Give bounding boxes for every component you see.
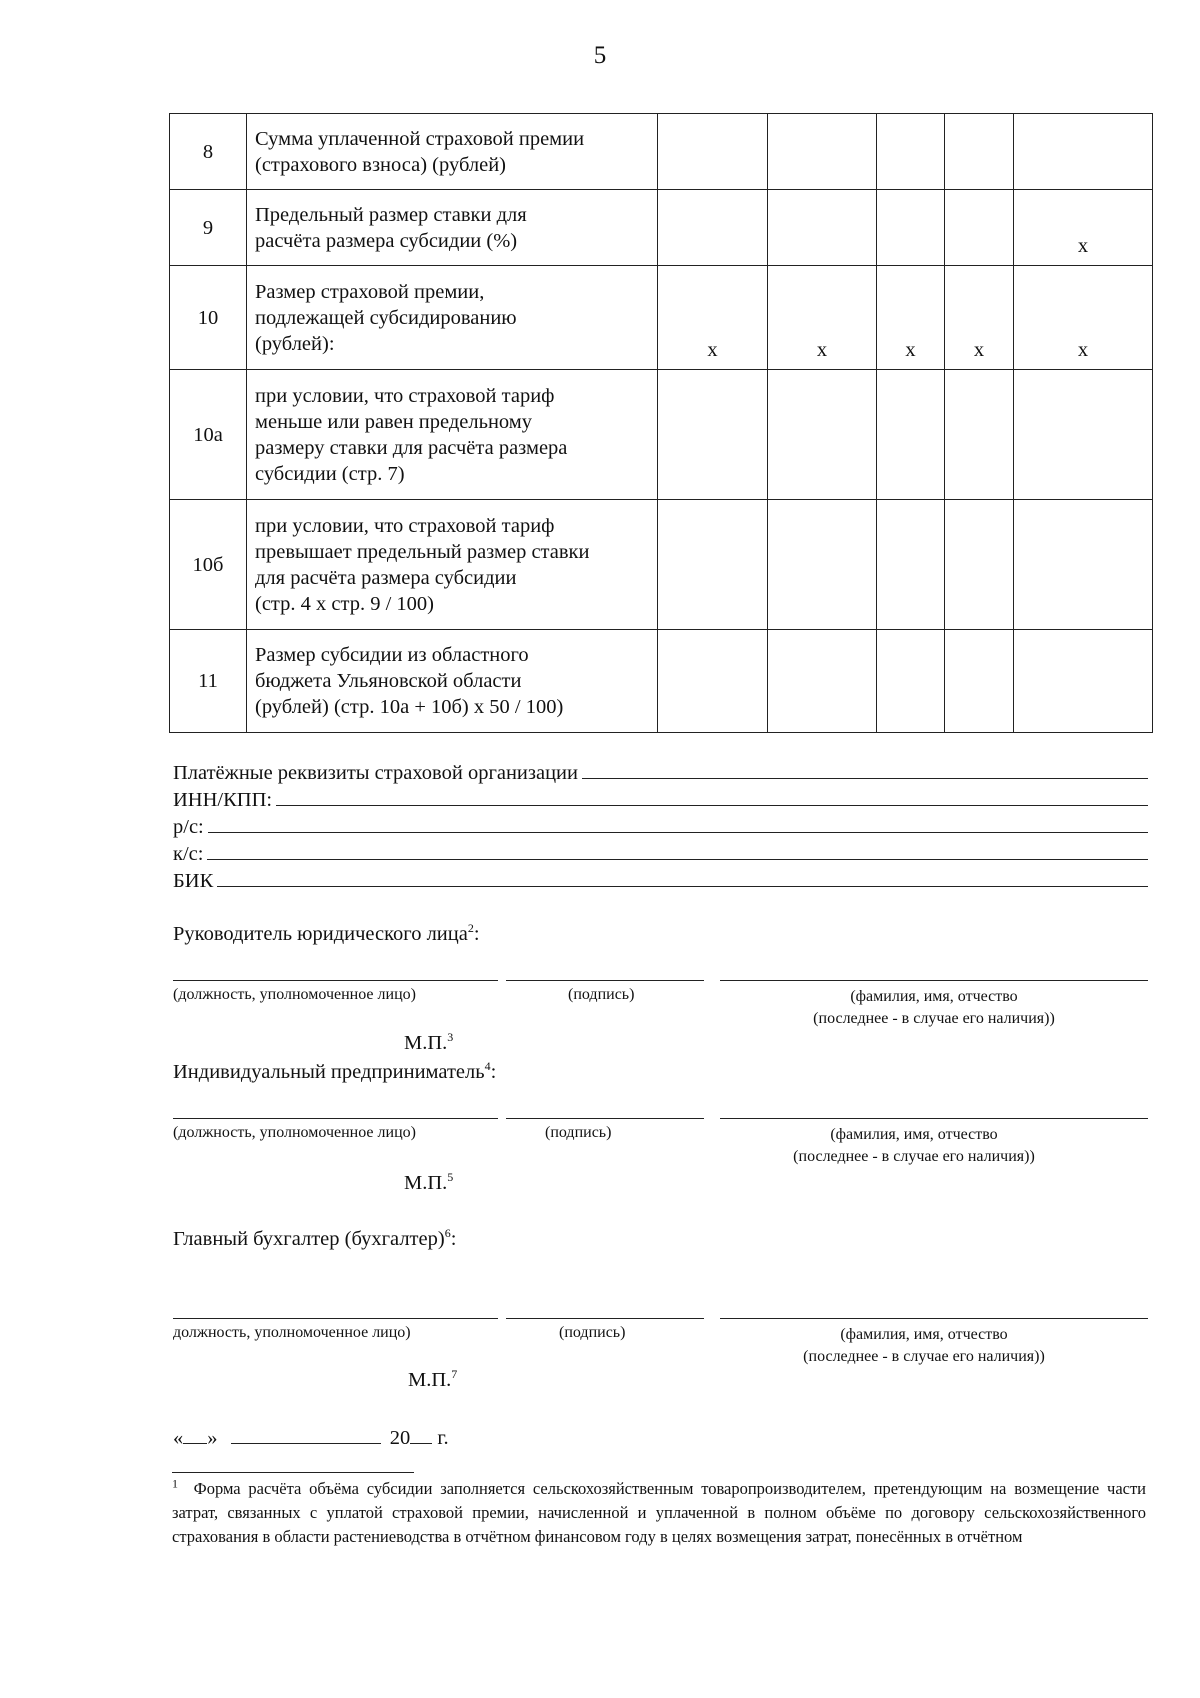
row-description-line: (страхового взноса) (рублей) bbox=[255, 153, 507, 176]
accountant-position-line[interactable] bbox=[173, 1318, 498, 1319]
value-cell[interactable] bbox=[1014, 114, 1153, 190]
row-description-line: (стр. 4 х стр. 9 / 100) bbox=[255, 592, 434, 615]
row-description-line: (рублей): bbox=[255, 332, 335, 355]
entrepreneur-signature-caption: (подпись) bbox=[545, 1124, 612, 1141]
value-cell[interactable] bbox=[658, 500, 768, 630]
table-row bbox=[170, 114, 1153, 190]
table-row bbox=[170, 370, 1153, 500]
ks-label: к/с: bbox=[173, 843, 204, 865]
entrepreneur-position-caption: (должность, уполномоченное лицо) bbox=[173, 1124, 416, 1141]
row-number: 10а bbox=[170, 370, 247, 500]
row-description-line: размеру ставки для расчёта размера bbox=[255, 436, 568, 459]
inn-kpp-label: ИНН/КПП: bbox=[173, 789, 273, 811]
date-month-field[interactable] bbox=[231, 1443, 381, 1444]
accountant-signature-title: Главный бухгалтер (бухгалтер)$^6$: bbox=[173, 1226, 457, 1250]
accountant-position-caption: должность, уполномоченное лицо) bbox=[173, 1324, 411, 1341]
row-description bbox=[247, 266, 658, 370]
value-cell[interactable] bbox=[877, 114, 945, 190]
row-description-line: для расчёта размера субсидии bbox=[255, 566, 517, 589]
page-number: 5 bbox=[593, 42, 607, 69]
row-description-line: Сумма уплаченной страховой премии bbox=[255, 127, 585, 150]
value-cell[interactable]: х bbox=[1014, 190, 1153, 266]
value-cell[interactable]: х bbox=[877, 266, 945, 370]
rs-field[interactable] bbox=[208, 832, 1148, 833]
value-cell[interactable] bbox=[768, 370, 877, 500]
value-cell[interactable] bbox=[658, 114, 768, 190]
head-position-caption: (должность, уполномоченное лицо) bbox=[173, 986, 416, 1003]
accountant-stamp-mark: М.П.$^7$ bbox=[408, 1367, 458, 1391]
row-description-line: (рублей) (стр. 10а + 10б) х 50 / 100) bbox=[255, 696, 564, 718]
value-cell[interactable] bbox=[768, 114, 877, 190]
entrepreneur-stamp-mark: М.П.$^5$ bbox=[404, 1170, 454, 1194]
table-row bbox=[170, 500, 1153, 630]
entrepreneur-position-line[interactable] bbox=[173, 1118, 498, 1119]
date-year-field[interactable] bbox=[410, 1443, 432, 1444]
entrepreneur-name-caption: (фамилия, имя, отчество (последнее - в случае его наличия)) bbox=[793, 1126, 1035, 1165]
row-description bbox=[247, 190, 658, 266]
rs-line bbox=[173, 812, 1148, 839]
inn-kpp-field[interactable] bbox=[276, 805, 1148, 806]
head-signature-line[interactable] bbox=[506, 980, 704, 981]
footnote-1: $^1$ Форма расчёта объёма субсидии заполняется сельскохозяйственным товаропроизводителем, претендующим на возмещение части затрат, связанных с уплатой страховой премии, начисленной и уплаченной в полном объёме по договору сельскохозяйственного страхования в области растениеводства в отчётном финансовом году в целях возмещения затрат, понесённых в отчётном bbox=[172, 1476, 1147, 1546]
date-line: « » 20 г. bbox=[173, 1427, 449, 1449]
value-cell[interactable] bbox=[945, 500, 1014, 630]
row-description-line: Размер субсидии из областного bbox=[255, 644, 529, 666]
row-description-line: субсидии (стр. 7) bbox=[255, 462, 405, 485]
value-cell[interactable]: х bbox=[1014, 266, 1153, 370]
entrepreneur-name-line[interactable] bbox=[720, 1118, 1148, 1119]
bik-field[interactable] bbox=[217, 886, 1148, 887]
value-cell[interactable] bbox=[1014, 370, 1153, 500]
accountant-signature-caption: (подпись) bbox=[559, 1324, 626, 1341]
value-cell[interactable] bbox=[877, 190, 945, 266]
ks-field[interactable] bbox=[207, 859, 1148, 860]
value-cell[interactable] bbox=[768, 630, 877, 733]
row-description bbox=[247, 630, 658, 733]
inn-kpp-line bbox=[173, 785, 1148, 812]
row-description bbox=[247, 114, 658, 190]
value-cell[interactable]: х bbox=[658, 266, 768, 370]
row-description-line: расчёта размера субсидии (%) bbox=[255, 229, 518, 252]
bik-label: БИК bbox=[173, 870, 214, 892]
row-number: 11 bbox=[170, 630, 247, 733]
bik-line bbox=[173, 866, 1148, 893]
footnote-separator bbox=[172, 1472, 414, 1473]
payment-requisites-line bbox=[173, 758, 1148, 785]
value-cell[interactable] bbox=[658, 370, 768, 500]
table-row bbox=[170, 190, 1153, 266]
row-number: 10б bbox=[170, 500, 247, 630]
value-cell[interactable] bbox=[658, 190, 768, 266]
value-cell[interactable] bbox=[877, 500, 945, 630]
head-signature-caption: (подпись) bbox=[568, 986, 635, 1003]
subsidy-calculation-table bbox=[169, 113, 1153, 733]
payment-requisites bbox=[173, 758, 1148, 893]
value-cell[interactable] bbox=[945, 190, 1014, 266]
row-number: 9 bbox=[170, 190, 247, 266]
value-cell[interactable] bbox=[768, 190, 877, 266]
row-description-line: Предельный размер ставки для bbox=[255, 203, 527, 226]
head-signature-title: Руководитель юридического лица$^2$: bbox=[173, 921, 480, 945]
accountant-signature-line[interactable] bbox=[506, 1318, 704, 1319]
row-description bbox=[247, 370, 658, 500]
head-stamp-mark: М.П.$^3$ bbox=[404, 1030, 454, 1054]
value-cell[interactable] bbox=[945, 630, 1014, 733]
row-description-line: меньше или равен предельному bbox=[255, 410, 533, 433]
head-position-line[interactable] bbox=[173, 980, 498, 981]
row-number: 10 bbox=[170, 266, 247, 370]
payment-requisites-field[interactable] bbox=[582, 778, 1148, 779]
row-description-line: превышает предельный размер ставки bbox=[255, 540, 590, 563]
value-cell[interactable] bbox=[877, 370, 945, 500]
date-day-field[interactable] bbox=[183, 1443, 207, 1444]
accountant-name-caption: (фамилия, имя, отчество (последнее - в случае его наличия)) bbox=[803, 1326, 1045, 1365]
table-row bbox=[170, 266, 1153, 370]
value-cell[interactable] bbox=[945, 114, 1014, 190]
value-cell[interactable] bbox=[1014, 500, 1153, 630]
ks-line bbox=[173, 839, 1148, 866]
payment-requisites-label: Платёжные реквизиты страховой организации bbox=[173, 762, 578, 784]
rs-label: р/с: bbox=[173, 816, 204, 838]
value-cell[interactable]: х bbox=[945, 266, 1014, 370]
row-description-line: бюджета Ульяновской области bbox=[255, 670, 522, 692]
value-cell[interactable] bbox=[768, 500, 877, 630]
value-cell[interactable] bbox=[658, 630, 768, 733]
head-name-line[interactable] bbox=[720, 980, 1148, 981]
entrepreneur-signature-title: Индивидуальный предприниматель$^4$: bbox=[173, 1059, 497, 1083]
value-cell[interactable] bbox=[1014, 630, 1153, 733]
value-cell[interactable] bbox=[877, 630, 945, 733]
head-name-caption: (фамилия, имя, отчество (последнее - в случае его наличия)) bbox=[813, 988, 1055, 1027]
row-description-line: при условии, что страховой тариф bbox=[255, 514, 555, 537]
row-description-line: при условии, что страховой тариф bbox=[255, 384, 555, 407]
table-row bbox=[170, 630, 1153, 733]
row-description-line: подлежащей субсидированию bbox=[255, 306, 517, 329]
value-cell[interactable] bbox=[945, 370, 1014, 500]
entrepreneur-signature-line[interactable] bbox=[506, 1118, 704, 1119]
row-number: 8 bbox=[170, 114, 247, 190]
value-cell[interactable]: х bbox=[768, 266, 877, 370]
row-description-line: Размер страховой премии, bbox=[255, 280, 485, 303]
accountant-name-line[interactable] bbox=[720, 1318, 1148, 1319]
row-description bbox=[247, 500, 658, 630]
